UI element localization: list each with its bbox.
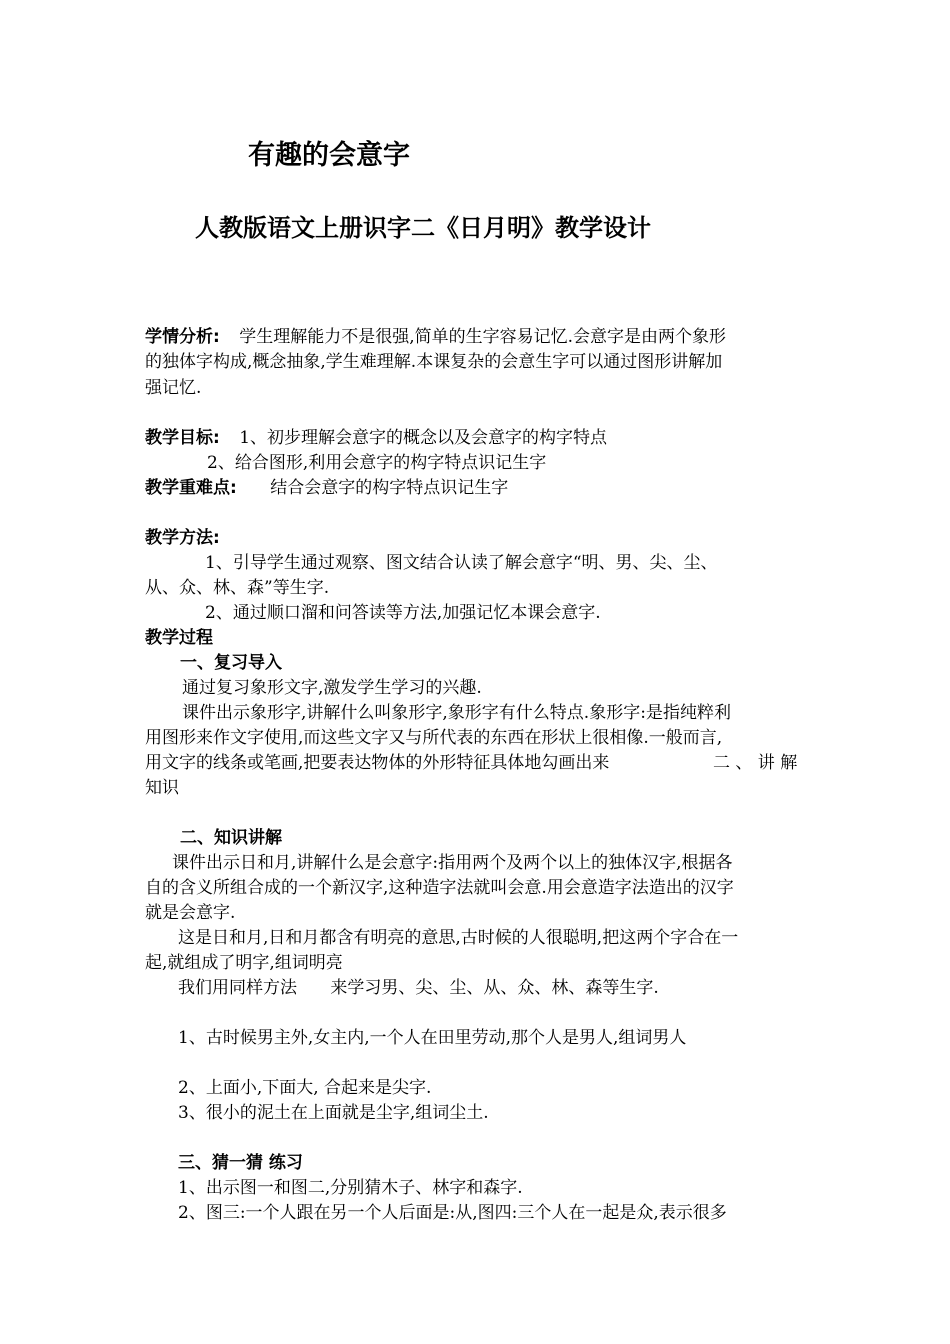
section-1-para-2-line-3 — [145, 751, 798, 775]
section-2-para-1-line-2: 自的含义所组合成的一个新汉字,这种造字法就叫会意.用会意造字法造出的汉字 — [145, 878, 734, 898]
analysis-line-3: 强记忆. — [145, 378, 202, 398]
methods-label: 教学方法: — [145, 528, 220, 548]
section-2-para-3-text-a: 我们用同样方法 — [178, 978, 297, 998]
key-points-line — [145, 476, 508, 500]
section-2-para-1-line-1: 课件出示日和月,讲解什么是会意字:指用两个及两个以上的独体汉字,根据各 — [172, 853, 733, 873]
section-1-para-1: 通过复习象形文字,激发学生学习的兴趣. — [182, 678, 482, 698]
section-2-item-1: 1、古时候男主外,女主内,一个人在田里劳动,那个人是男人,组词男人 — [178, 1028, 687, 1048]
section-2-item-3: 3、很小的泥土在上面就是尘字,组词尘土. — [178, 1103, 489, 1123]
key-points-text: 结合会意字的构字特点识记生字 — [270, 478, 509, 498]
document-subtitle: 人教版语文上册识字二《日月明》教学设计 — [195, 214, 651, 242]
section-1-para-2-text: 用文字的线条或笔画,把要表达物体的外形特征具体地勾画出来 — [145, 753, 610, 773]
section-1-heading: 一、复习导入 — [180, 653, 282, 673]
section-1-para-2-tail: 二 、 讲 解 — [713, 753, 798, 773]
method-2: 2、通过顺口溜和问答读等方法,加强记忆本课会意字. — [205, 603, 601, 623]
analysis-line-2: 的独体字构成,概念抽象,学生难理解.本课复杂的会意生字可以通过图形讲解加 — [145, 352, 723, 372]
section-3-item-2: 2、图三:一个人跟在另一个人后面是:从,图四:三个人在一起是众,表示很多 — [178, 1203, 727, 1223]
section-2-heading: 二、知识讲解 — [180, 828, 282, 848]
process-label: 教学过程 — [145, 628, 213, 648]
analysis-line-1 — [145, 325, 726, 349]
goals-line-1 — [145, 426, 607, 450]
section-1-para-2-line-2: 用图形来作文字使用,而这些文字又与所代表的东西在形状上很相像.一般而言, — [145, 728, 723, 748]
goal-2: 2、给合图形,利用会意字的构字特点识记生字 — [207, 453, 547, 473]
section-2-para-2-line-1: 这是日和月,日和月都含有明亮的意思,古时候的人很聪明,把这两个字合在一 — [178, 928, 739, 948]
section-2-para-3-text-b: 来学习男、尖、尘、从、众、林、森等生字. — [330, 978, 659, 998]
analysis-text-1: 学生理解能力不是很强,简单的生字容易记忆.会意字是由两个象形 — [239, 327, 727, 347]
goal-1: 1、初步理解会意字的概念以及会意字的构字特点 — [239, 428, 608, 448]
key-points-label: 教学重难点: — [145, 478, 237, 498]
section-3-heading: 三、猜一猜 练习 — [178, 1153, 303, 1173]
method-1-line-2: 从、众、林、森”等生字. — [145, 578, 330, 598]
section-1-para-2-line-1: 课件出示象形字,讲解什么叫象形字,象形字有什么特点.象形字:是指纯粹利 — [182, 703, 731, 723]
section-1-para-2-line-4: 知识 — [145, 778, 179, 798]
section-2-para-3 — [178, 976, 659, 1000]
section-3-item-1: 1、出示图一和图二,分别猜木子、林字和森字. — [178, 1178, 523, 1198]
section-2-para-2-line-2: 起,就组成了明字,组词明亮 — [145, 953, 343, 973]
goals-label: 教学目标: — [145, 428, 220, 448]
document-title: 有趣的会意字 — [248, 140, 410, 171]
section-2-para-1-line-3: 就是会意字. — [145, 903, 236, 923]
section-2-item-2: 2、上面小,下面大, 合起来是尖字. — [178, 1078, 432, 1098]
method-1-line-1: 1、引导学生通过观察、图文结合认读了解会意字“明、男、尖、尘、 — [205, 553, 718, 573]
analysis-label: 学情分析: — [145, 327, 220, 347]
